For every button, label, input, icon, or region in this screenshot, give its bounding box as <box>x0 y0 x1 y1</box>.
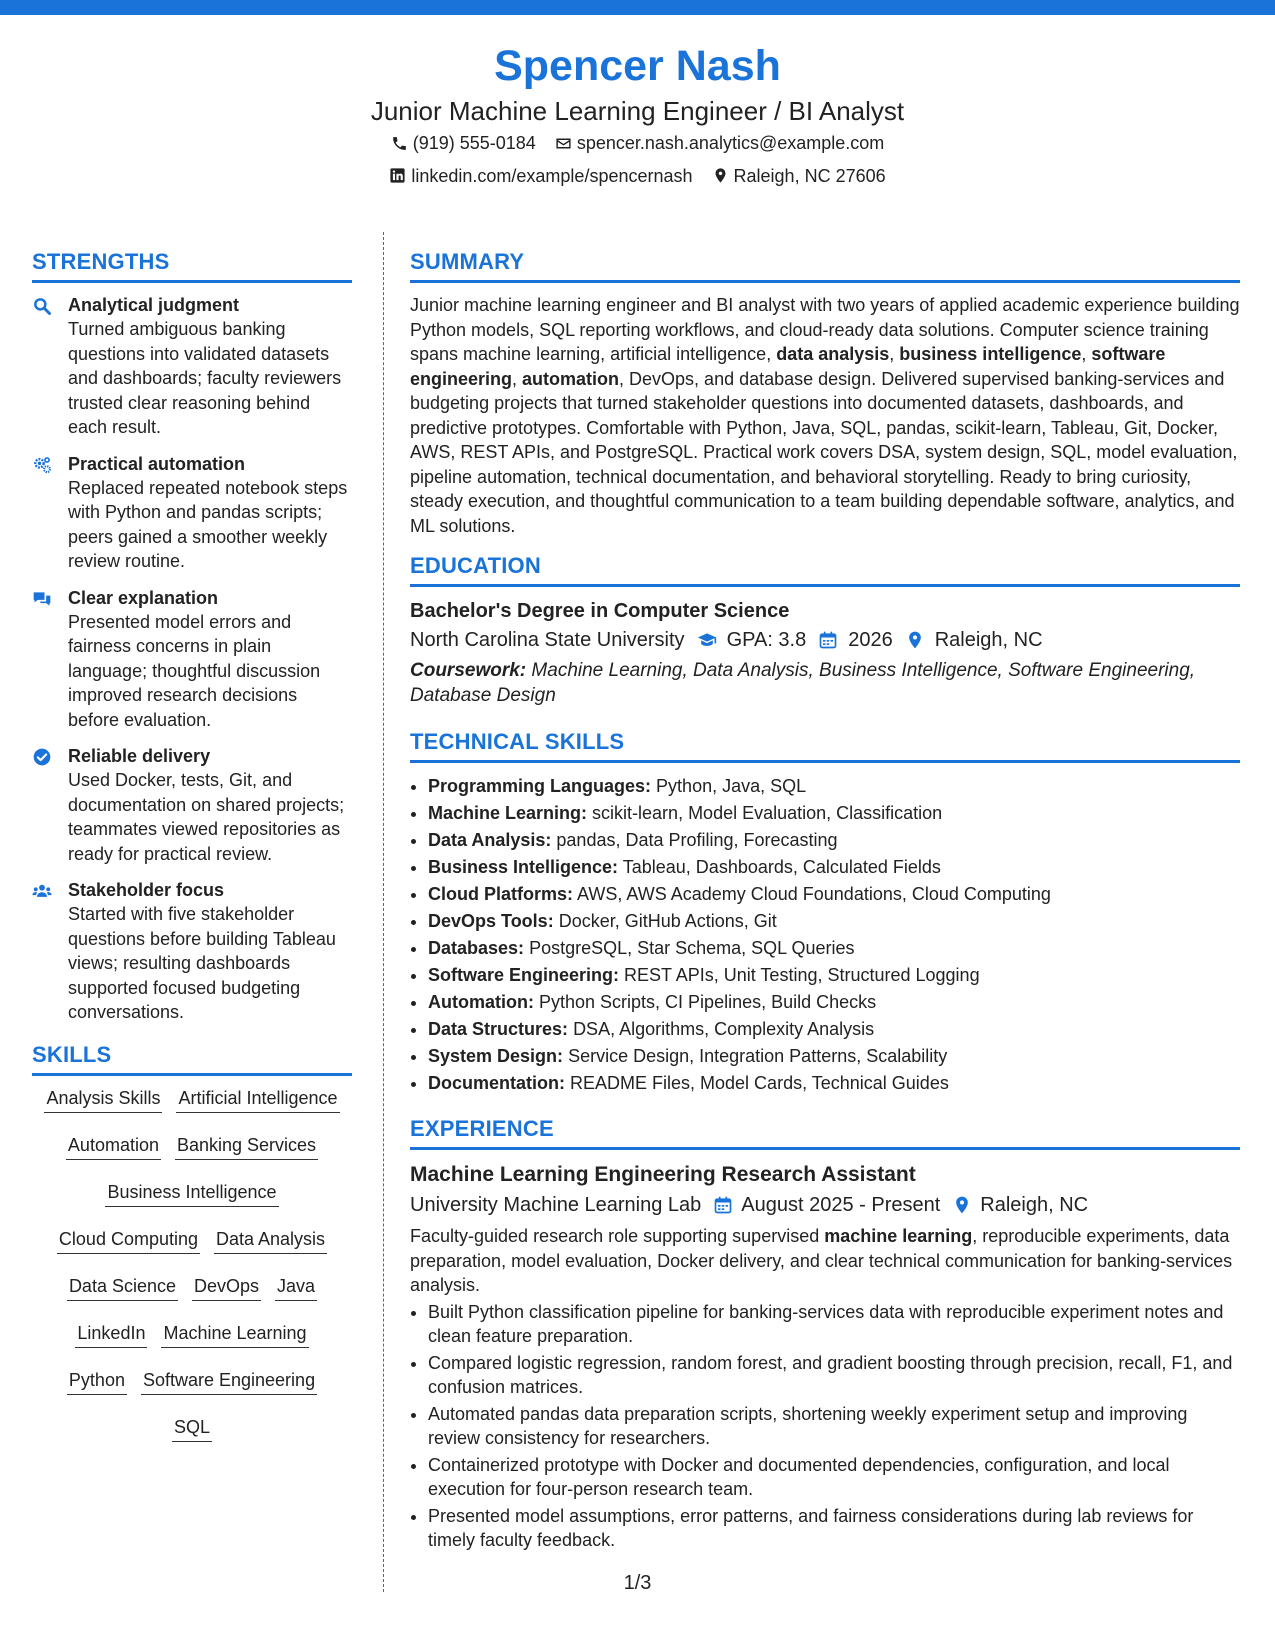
strength-desc: Replaced repeated notebook steps with Python and pandas scripts; peers gained a smoother weekly review routine. <box>68 477 348 571</box>
page-number: 1/3 <box>623 1572 652 1594</box>
top-accent-bar <box>0 0 1275 15</box>
tech-skill-value: Tableau, Dashboards, Calculated Fields <box>622 857 941 877</box>
contact-row-1 <box>0 128 1275 161</box>
tech-skill-item <box>428 1070 1240 1097</box>
tech-skill-item <box>428 989 1240 1016</box>
strength-desc: Started with five stakeholder questions before building Tableau views; resulting dashboards supported focused budgeting conversations. <box>68 904 336 1022</box>
skill-tag: Software Engineering <box>141 1368 317 1395</box>
tech-skill-item <box>428 908 1240 935</box>
strength-title: Practical automation <box>68 453 246 474</box>
skill-tag: DevOps <box>192 1274 261 1301</box>
technical-skills-list <box>410 773 1240 1097</box>
skills-heading: SKILLS <box>32 1041 352 1076</box>
skill-tag: Java <box>275 1274 317 1301</box>
tech-skill-item <box>428 935 1240 962</box>
job-dates: August 2025 - Present <box>741 1194 941 1216</box>
contact-row-2 <box>0 161 1275 194</box>
skill-tag: Data Analysis <box>214 1227 327 1254</box>
skills-row <box>32 1415 352 1462</box>
tech-skill-label: Databases: <box>428 938 525 958</box>
tech-skill-item <box>428 800 1240 827</box>
summary-sep: , <box>1081 344 1092 364</box>
skills-row <box>32 1086 352 1133</box>
job-bullet: • Automated pandas data preparation scripts, shortening weekly experiment setup and improving review consistency for researchers. <box>428 1402 1240 1451</box>
job-desc-part: Faculty-guided research role supporting supervised <box>410 1226 825 1246</box>
summary-text <box>410 293 1240 538</box>
job-bullet: • Compared logistic regression, random forest, and gradient boosting through precision, recall, F1, and confusion matrices. <box>428 1351 1240 1400</box>
school-location: Raleigh, NC <box>934 629 1043 651</box>
tech-skill-value: Python Scripts, CI Pipelines, Build Checks <box>539 992 877 1012</box>
strength-item <box>32 452 352 574</box>
resume-header <box>0 40 1275 193</box>
summary-part: , DevOps, and database design. Delivered supervised banking-services and budgeting projects that turned stakeholder questions into documented datasets, dashboards, and predictive prototypes. Comfortable with Python, Java, SQL, pandas, scikit-learn, Tableau, Git, Docker, AWS, REST APIs, and PostgreSQL. Practical work covers DSA, system design, SQL, model evaluation, pipeline automation, technical documentation, and behavioral storytelling. Ready to bring curiosity, steady execution, and thoughtful communication to a team building dependable software, analytics, and ML solutions. <box>410 368 1238 536</box>
summary-heading: SUMMARY <box>410 248 1240 283</box>
skills-row <box>32 1180 352 1227</box>
graduation-cap-icon <box>697 630 717 650</box>
job-bullet: • Built Python classification pipeline for banking-services data with reproducible experiment notes and clean feature preparation. <box>428 1300 1240 1349</box>
summary-keyword: software engineering <box>410 344 1166 389</box>
left-column <box>32 248 352 1462</box>
tech-skill-value: README Files, Model Cards, Technical Guides <box>570 1073 949 1093</box>
map-pin-icon <box>712 167 729 184</box>
skill-tag: Artificial Intelligence <box>176 1086 339 1113</box>
tech-skill-item <box>428 854 1240 881</box>
skills-row <box>32 1274 352 1321</box>
tech-skill-label: System Design: <box>428 1046 564 1066</box>
job-details <box>410 1190 1240 1220</box>
skills-row <box>32 1368 352 1415</box>
tech-skill-label: Software Engineering: <box>428 965 620 985</box>
strength-title: Analytical judgment <box>68 295 240 315</box>
coursework <box>410 659 1240 708</box>
tech-skill-item <box>428 827 1240 854</box>
tech-skill-label: DevOps Tools: <box>428 911 554 931</box>
skill-tag: Machine Learning <box>161 1321 308 1348</box>
job-org: University Machine Learning Lab <box>410 1194 702 1216</box>
graduation-year: 2026 <box>848 629 893 651</box>
job-desc-keyword: machine learning <box>824 1226 973 1246</box>
strength-title: Reliable delivery <box>68 746 211 766</box>
strength-item <box>32 878 352 1025</box>
school-name: North Carolina State University <box>410 629 685 651</box>
skill-tag: Cloud Computing <box>57 1227 200 1254</box>
tech-skill-label: Cloud Platforms: <box>428 884 574 904</box>
job-description <box>410 1224 1240 1298</box>
tech-skill-label: Machine Learning: <box>428 803 588 823</box>
skill-tag: SQL <box>172 1415 212 1442</box>
summary-keyword: automation <box>522 368 620 389</box>
tech-skill-label: Programming Languages: <box>428 776 652 796</box>
coursework-list: Machine Learning, Data Analysis, Business Intelligence, Software Engineering, Database Design <box>410 660 1196 706</box>
contact-location <box>712 161 886 191</box>
tech-skill-value: scikit-learn, Model Evaluation, Classification <box>592 803 943 823</box>
candidate-role: Junior Machine Learning Engineer / BI Analyst <box>370 96 905 126</box>
gpa-text: GPA: 3.8 <box>726 629 807 651</box>
skills-cloud <box>32 1086 352 1462</box>
summary-part: Junior machine learning engineer and BI analyst with two years of applied academic experience building Python models, SQL reporting workflows, and cloud-ready data solutions. Computer science training spans machine learning, artificial intelligence, <box>410 295 1240 364</box>
tech-skill-label: Data Structures: <box>428 1019 569 1039</box>
phone-text: (919) 555-0184 <box>412 133 536 153</box>
tech-skill-item <box>428 773 1240 800</box>
skills-row <box>32 1321 352 1368</box>
skill-tag: Automation <box>66 1133 161 1160</box>
tech-skill-label: Business Intelligence: <box>428 857 619 877</box>
education-heading: EDUCATION <box>410 552 1240 587</box>
column-divider <box>383 232 384 1592</box>
search-icon <box>32 296 52 316</box>
right-column <box>410 248 1240 1555</box>
strength-item <box>32 586 352 733</box>
linkedin-text: linkedin.com/example/spencernash <box>411 165 693 186</box>
tech-skill-value: Service Design, Integration Patterns, Scalability <box>568 1046 948 1066</box>
skill-tag: Banking Services <box>175 1133 318 1160</box>
tech-skill-item <box>428 1016 1240 1043</box>
tech-skill-item <box>428 1043 1240 1070</box>
experience-heading: EXPERIENCE <box>410 1115 1240 1150</box>
map-pin-icon <box>952 1195 972 1215</box>
contact-phone <box>391 128 536 158</box>
map-pin-icon <box>905 630 925 650</box>
technical-skills-heading: TECHNICAL SKILLS <box>410 728 1240 763</box>
strength-desc: Turned ambiguous banking questions into validated datasets and dashboards; faculty reviewers trusted clear reasoning behind each result. <box>68 319 342 437</box>
email-text: spencer.nash.analytics@example.com <box>576 133 885 153</box>
tech-skill-value: DSA, Algorithms, Complexity Analysis <box>573 1019 875 1039</box>
tech-skill-label: Data Analysis: <box>428 830 552 850</box>
tech-skill-value: AWS, AWS Academy Cloud Foundations, Cloud Computing <box>577 884 1051 904</box>
candidate-name: Spencer Nash <box>494 42 781 90</box>
skill-tag: Analysis Skills <box>44 1086 162 1113</box>
strength-desc: Presented model errors and fairness concerns in plain language; thoughtful discussion improved research decisions before evaluation. <box>68 611 321 730</box>
strength-item <box>32 744 352 866</box>
tech-skill-value: REST APIs, Unit Testing, Structured Logging <box>624 965 980 985</box>
skill-tag: Business Intelligence <box>105 1180 278 1207</box>
job-desc-part: , reproducible experiments, data preparation, model evaluation, Docker delivery, and clear technical communication for banking-services analysis. <box>410 1226 1233 1295</box>
check-circle-icon <box>32 747 52 767</box>
tech-skill-value: Docker, GitHub Actions, Git <box>558 911 777 931</box>
education-details <box>410 625 1240 655</box>
contact-linkedin[interactable] <box>389 161 692 191</box>
summary-sep: , <box>889 344 900 364</box>
coursework-label: Coursework: <box>410 660 527 681</box>
job-bullet: • Containerized prototype with Docker and documented dependencies, configuration, and local execution for four-person research team. <box>428 1453 1240 1502</box>
tech-skill-item <box>428 881 1240 908</box>
contact-email[interactable] <box>555 128 884 158</box>
tech-skill-value: Python, Java, SQL <box>656 776 807 796</box>
calendar-icon <box>818 630 838 650</box>
tech-skill-label: Automation: <box>428 992 534 1012</box>
comments-icon <box>32 589 52 609</box>
skill-tag: LinkedIn <box>75 1321 147 1348</box>
summary-sep: , <box>512 368 523 389</box>
strength-item <box>32 293 352 440</box>
location-text: Raleigh, NC 27606 <box>733 165 886 186</box>
job-bullets <box>410 1300 1240 1553</box>
phone-icon <box>391 135 408 152</box>
skill-tag: Python <box>67 1368 127 1395</box>
envelope-icon <box>555 135 572 152</box>
tech-skill-value: PostgreSQL, Star Schema, SQL Queries <box>529 938 855 958</box>
skills-row <box>32 1227 352 1274</box>
tech-skill-item <box>428 962 1240 989</box>
skill-tag: Data Science <box>67 1274 178 1301</box>
linkedin-icon <box>389 167 406 184</box>
users-icon <box>32 881 52 901</box>
gears-icon <box>32 455 52 475</box>
tech-skill-label: Documentation: <box>428 1073 565 1093</box>
job-bullet: • Presented model assumptions, error patterns, and fairness considerations during lab reviews for timely faculty feedback. <box>428 1504 1240 1553</box>
strength-title: Clear explanation <box>68 587 219 608</box>
skills-row <box>32 1133 352 1180</box>
job-location: Raleigh, NC <box>980 1194 1089 1216</box>
summary-keyword: business intelligence <box>899 344 1082 364</box>
job-title: Machine Learning Engineering Research Assistant <box>410 1163 916 1186</box>
calendar-icon <box>713 1195 733 1215</box>
tech-skill-value: pandas, Data Profiling, Forecasting <box>556 830 838 850</box>
strength-title: Stakeholder focus <box>68 880 225 900</box>
degree-title: Bachelor's Degree in Computer Science <box>410 600 790 622</box>
summary-keyword: data analysis <box>776 344 890 364</box>
strengths-heading: STRENGTHS <box>32 248 352 283</box>
strength-desc: Used Docker, tests, Git, and documentation on shared projects; teammates viewed repositories as ready for practical review. <box>68 770 345 864</box>
